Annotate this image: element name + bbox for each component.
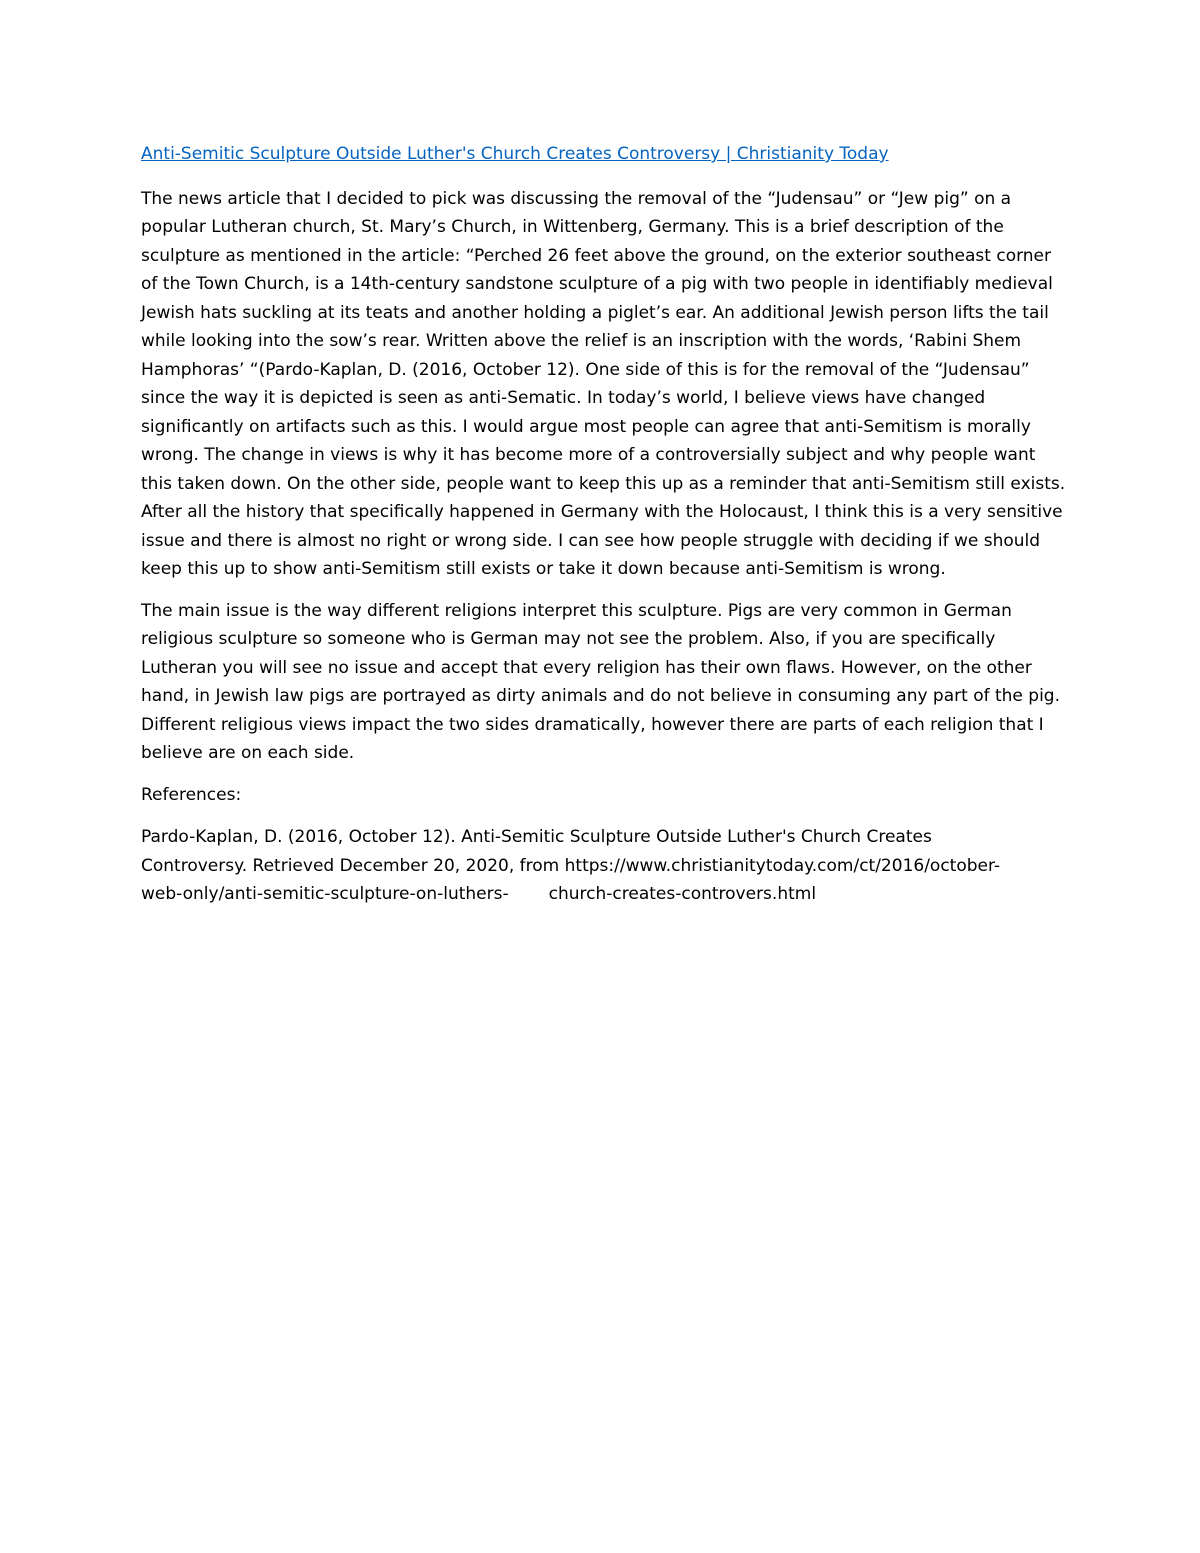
- references-heading: References:: [141, 784, 242, 805]
- document-body: [141, 140, 1066, 909]
- reference-entry: [141, 823, 1066, 909]
- reference-line-3-part-b: church-creates-controvers.html: [548, 884, 817, 904]
- reference-line-3: [141, 880, 1066, 909]
- reference-line-2: Controversy. Retrieved December 20, 2020, from https://www.christianitytoday.com/ct/2016/october-: [141, 855, 1001, 876]
- reference-line-3-part-a: web-only/anti-semitic-sculpture-on-luthers-: [141, 884, 509, 904]
- article-link[interactable]: Anti-Semitic Sculpture Outside Luther's Church Creates Controversy | Christianity Today: [141, 144, 889, 164]
- paragraph-2: The main issue is the way different religions interpret this sculpture. Pigs are very common in German religious sculpture so someone who is German may not see the problem. Also, if you are specifically Lutheran you will see no issue and accept that every religion has their own flaws. However, on the other hand, in Jewish law pigs are portrayed as dirty animals and do not believe in consuming any part of the pig. Different religious views impact the two sides dramatically, however there are parts of each religion that I believe are on each side.: [141, 600, 1061, 763]
- reference-line-1: Pardo-Kaplan, D. (2016, October 12). Anti-Semitic Sculpture Outside Luther's Church Creates: [141, 827, 932, 847]
- paragraph-1: The news article that I decided to pick was discussing the removal of the “Judensau” or “Jew pig” on a popular Lutheran church, St. Mary’s Church, in Wittenberg, Germany. This is a brief description of the sculpture as mentioned in the article: “Perched 26 feet above the ground, on the exterior southeast corner of the Town Church, is a 14th-century sandstone sculpture of a pig with two people in identifiably medieval Jewish hats suckling at its teats and another holding a piglet’s ear. An additional Jewish person lifts the tail while looking into the sow’s rear. Written above the relief is an inscription with the words, ‘Rabini Shem Hamphoras’ “(Pardo-Kaplan, D. (2016, October 12). One side of this is for the removal of the “Judensau” since the way it is depicted is seen as anti-Sematic. In today’s world, I believe views have changed significantly on artifacts such as this. I would argue most people can agree that anti-Semitism is morally wrong. The change in views is why it has become more of a controversially subject and why people want this taken down. On the other side, people want to keep this up as a reminder that anti-Semitism still exists. After all the history that specifically happened in Germany with the Holocaust, I think this is a very sensitive issue and there is almost no right or wrong side. I can see how people struggle with deciding if we should keep this up to show anti-Semitism still exists or take it down because anti-Semitism is wrong.: [141, 188, 1066, 579]
